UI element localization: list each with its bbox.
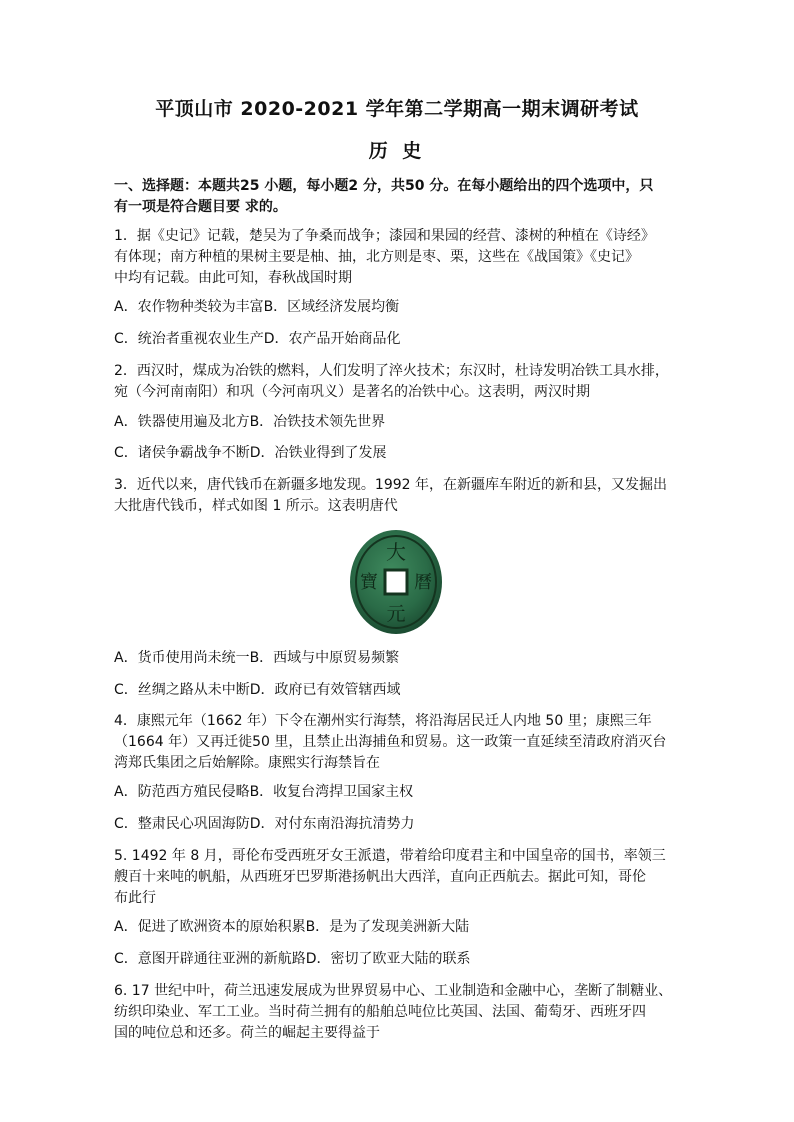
q6-stem-line-2: 纺织印染业、军工工业。当时荷兰拥有的船舶总吨位比英国、法国、葡萄牙、西班牙四 [114, 1004, 646, 1020]
q4-stem-line-2: （1664 年）又再迁徙50 里，且禁止出海捕鱼和贸易。这一政策一直延续至清政府消灭台 [114, 734, 667, 750]
q5-options-cd: C．意图开辟通往亚洲的新航路D．密切了欧亚大陆的联系 [114, 951, 471, 967]
section-instruction-line-2: 有一项是符合题目要 求的。 [114, 199, 287, 215]
q4-stem-line-1: 4．康熙元年（1662 年）下令在潮州实行海禁，将沿海居民迁人内地 50 里；康熙三年 [114, 713, 652, 729]
q3-options-cd: C．丝绸之路从未中断D．政府已有效管辖西域 [114, 682, 401, 698]
q4-options-cd: C．整肃民心巩固海防D．对付东南沿海抗清势力 [114, 816, 415, 832]
q5-stem-line-2: 艘百十来吨的帆船，从西班牙巴罗斯港扬帆出大西洋，直向正西航去。据此可知，哥伦 [114, 869, 646, 885]
q2-options-ab: A．铁器使用遍及北方B．冶铁技术领先世界 [114, 414, 386, 430]
section-instruction-line-1: 一、选择题：本题共25 小题，每小题2 分，共50 分。在每小题给出的四个选项中，只 [114, 178, 654, 194]
subject-title: 历 史 [368, 140, 426, 162]
coin-char-bottom: 元 [386, 603, 406, 625]
q5-options-ab: A．促进了欧洲资本的原始积累B．是为了发现美洲新大陆 [114, 919, 470, 935]
q2-stem-line-1: 2．西汉时，煤成为冶铁的燃料，人们发明了淬火技术；东汉时，杜诗发明冶铁工具水排， [114, 363, 669, 379]
q4-stem-line-3: 湾郑氏集团之后始解除。康熙实行海禁旨在 [114, 755, 380, 771]
q3-stem-line-2: 大批唐代钱币，样式如图 1 所示。这表明唐代 [114, 498, 398, 514]
q5-stem-line-1: 5. 1492 年 8 月，哥伦布受西班牙女王派遣，带着给印度君主和中国皇帝的国书，率领三 [114, 848, 666, 864]
q1-stem-line-1: 1．据《史记》记载，楚吴为了争桑而战争；漆园和果园的经营、漆树的种植在《诗经》 [114, 228, 655, 244]
q1-stem-line-2: 有体现；南方种植的果树主要是柚、抽，北方则是枣、栗，这些在《战国策》《史记》 [114, 249, 639, 265]
q1-stem-line-3: 中均有记载。由此可知，春秋战国时期 [114, 270, 352, 286]
tang-coin-image [348, 526, 444, 636]
coin-char-top: 大 [386, 540, 406, 564]
coin-char-left: 寶 [360, 572, 378, 593]
q3-stem-line-1: 3．近代以来，唐代钱币在新疆多地发现。1992 年，在新疆库车附近的新和县，又发掘出 [114, 477, 667, 493]
coin-char-right: 曆 [414, 572, 432, 593]
exam-title: 平顶山市 2020-2021 学年第二学期高一期末调研考试 [155, 98, 639, 120]
coin-square-hole [385, 570, 407, 594]
q5-stem-line-3: 布此行 [114, 890, 156, 906]
q1-options-ab: A．农作物种类较为丰富B．区域经济发展均衡 [114, 299, 400, 315]
q3-options-ab: A．货币使用尚未统一B．西域与中原贸易频繁 [114, 650, 400, 666]
q1-options-cd: C．统治者重视农业生产D．农产品开始商品化 [114, 331, 401, 347]
q4-options-ab: A．防范西方殖民侵略B．收复台湾捍卫国家主权 [114, 784, 414, 800]
q2-options-cd: C．诸侯争霸战争不断D．冶铁业得到了发展 [114, 445, 387, 461]
q6-stem-line-3: 国的吨位总和还多。荷兰的崛起主要得益于 [114, 1025, 380, 1041]
q2-stem-line-2: 宛（今河南南阳）和巩（今河南巩义）是著名的冶铁中心。这表明，两汉时期 [114, 384, 590, 400]
q6-stem-line-1: 6. 17 世纪中叶，荷兰迅速发展成为世界贸易中心、工业制造和金融中心，垄断了制糖业、 [114, 983, 673, 999]
